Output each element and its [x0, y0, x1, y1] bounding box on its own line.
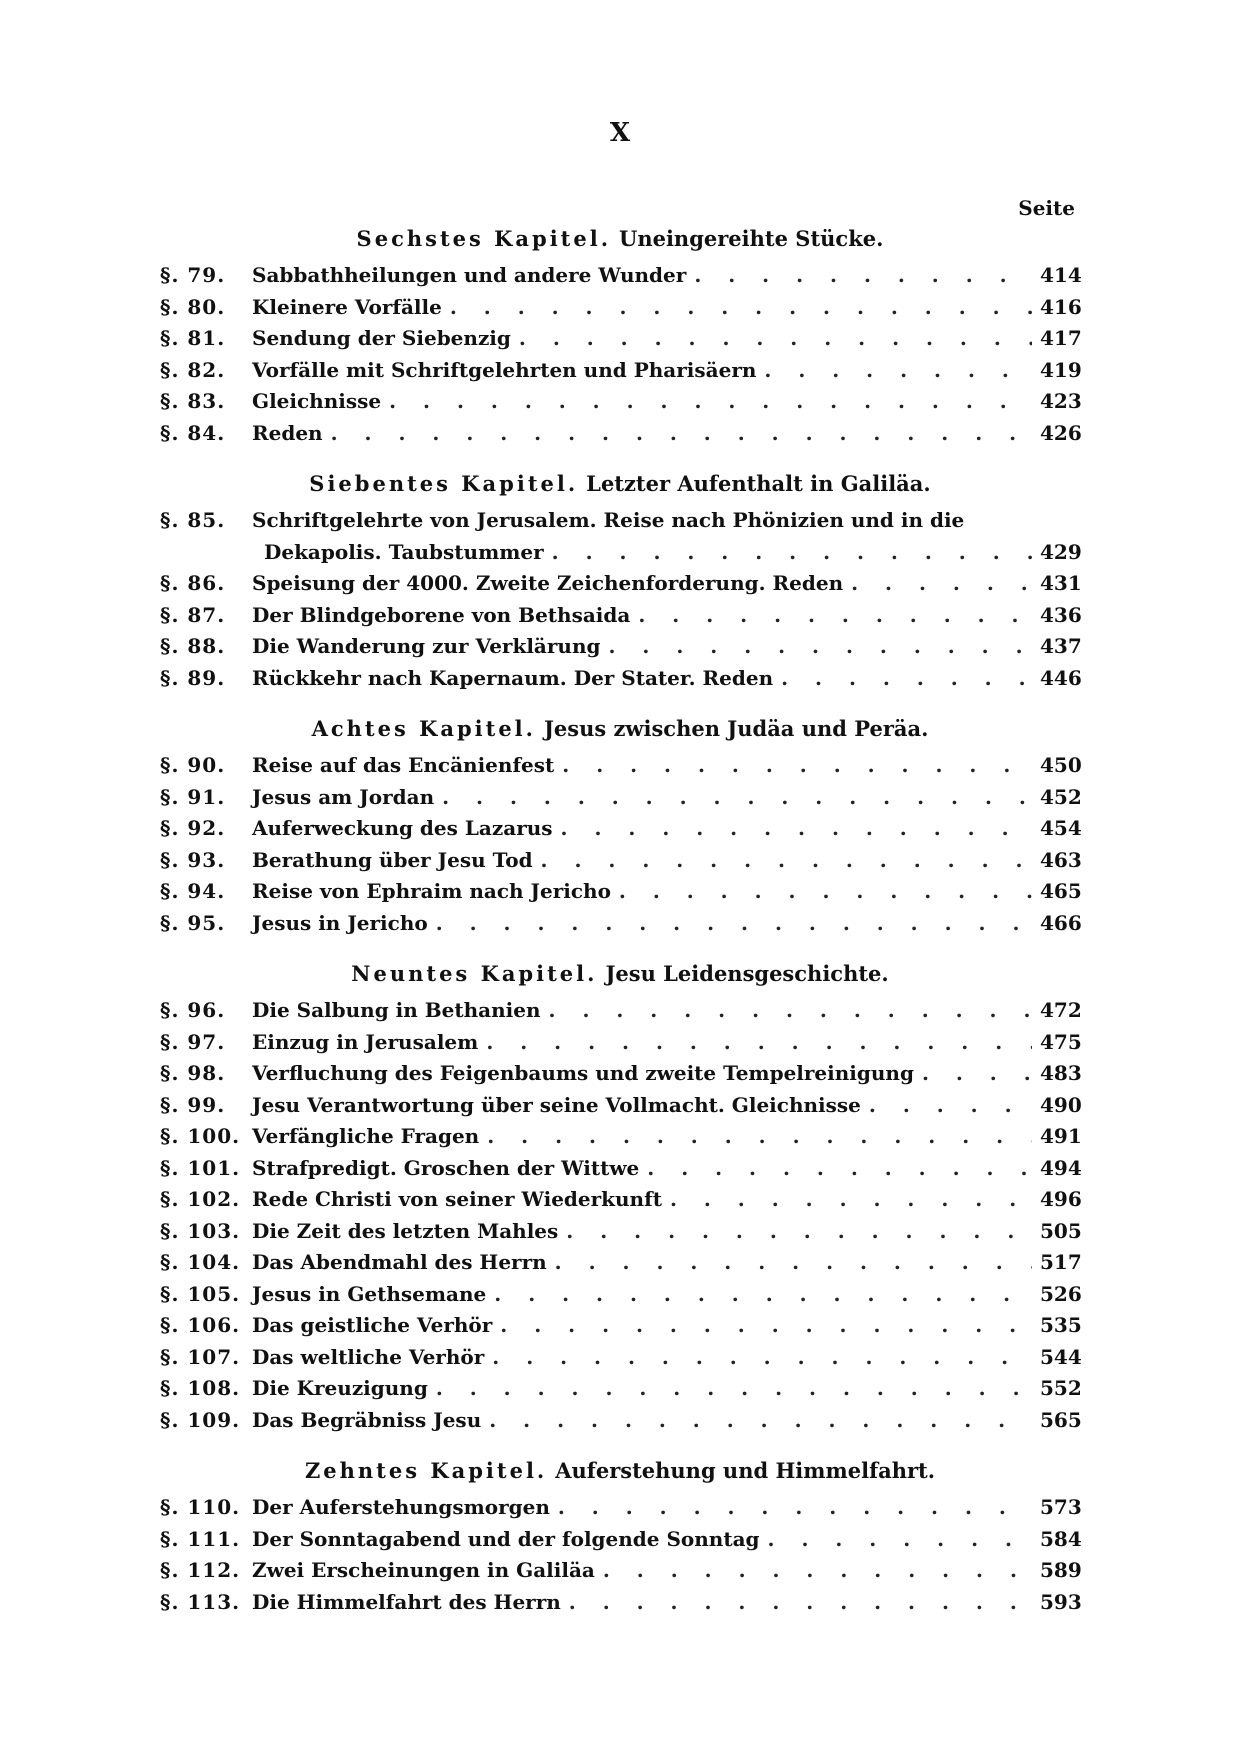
section-number: §. 96. — [160, 998, 226, 1022]
toc-entry — [160, 355, 1080, 387]
page-ref: 436 — [1040, 602, 1082, 627]
leader-dots — [566, 1216, 1032, 1248]
toc-entry — [160, 1373, 1080, 1405]
toc-entry — [160, 1492, 1080, 1524]
toc-entry — [160, 876, 1080, 908]
leader-dots — [436, 908, 1032, 940]
section-number: §. 104. — [160, 1250, 241, 1274]
section-title: Das weltliche Verhör — [252, 1344, 485, 1369]
leader-dots — [569, 1587, 1032, 1619]
section-title: Verfängliche Fragen — [252, 1124, 480, 1148]
page-ref: 423 — [1040, 389, 1082, 413]
toc-entry — [160, 1247, 1080, 1279]
section-number: §. 93. — [160, 847, 226, 872]
leader-dots — [694, 260, 1032, 292]
section-title: Auferweckung des Lazarus — [252, 816, 553, 840]
leader-dots — [549, 995, 1032, 1027]
section-title: Der Blindgeborene von Bethsaida — [252, 602, 631, 627]
toc-entry — [160, 1027, 1080, 1059]
toc-entry — [160, 1121, 1080, 1153]
page-ref: 452 — [1040, 784, 1082, 809]
section-title: Reden — [252, 420, 323, 445]
toc-entry — [160, 505, 1080, 537]
section-number: §. 102. — [160, 1187, 241, 1211]
toc-entry — [160, 1342, 1080, 1374]
section-number: §. 85. — [160, 508, 226, 532]
page-ref: 526 — [1040, 1281, 1082, 1306]
section-number: §. 97. — [160, 1029, 226, 1054]
section-title: Berathung über Jesu Tod — [252, 847, 533, 872]
page-ref: 490 — [1040, 1092, 1082, 1117]
toc-entry — [160, 1279, 1080, 1311]
section-number: §. 107. — [160, 1344, 241, 1369]
toc-entry — [160, 568, 1080, 600]
leader-dots — [494, 1279, 1032, 1311]
section-title-continuation: Dekapolis. Taubstummer — [264, 539, 544, 564]
page-ref: 454 — [1040, 816, 1082, 840]
page-ref: 483 — [1040, 1061, 1082, 1085]
page-ref: 496 — [1040, 1187, 1082, 1211]
chapter-heading — [160, 716, 1080, 742]
section-title: Das Begräbniss Jesu — [252, 1407, 482, 1432]
leader-dots — [486, 1027, 1032, 1059]
section-title: Schriftgelehrte von Jerusalem. Reise nach Phönizien und in die — [252, 508, 965, 532]
section-number: §. 94. — [160, 879, 226, 903]
leader-dots — [609, 631, 1033, 663]
section-number: §. 103. — [160, 1218, 241, 1243]
section-title: Die Himmelfahrt des Herrn — [252, 1589, 561, 1614]
section-title: Das Abendmahl des Herrn — [252, 1250, 547, 1274]
section-title: Die Wanderung zur Verklärung — [252, 634, 601, 658]
section-title: Der Auferstehungsmorgen — [252, 1495, 550, 1519]
section-title: Reise auf das Encänienfest — [252, 753, 555, 777]
page-ref: 463 — [1040, 847, 1082, 872]
toc-entry — [160, 663, 1080, 695]
toc-entry — [160, 813, 1080, 845]
section-title: Vorfälle mit Schriftgelehrten und Pharisäern — [252, 357, 757, 382]
section-number: §. 83. — [160, 389, 226, 413]
section-number: §. 99. — [160, 1092, 226, 1117]
chapter-subtitle: Jesu Leidensgeschichte. — [605, 961, 889, 986]
toc-entry — [160, 1405, 1080, 1437]
section-number: §. 82. — [160, 357, 226, 382]
leader-dots — [561, 813, 1032, 845]
chapter-name: Sechstes Kapitel. — [356, 226, 612, 251]
leader-dots — [638, 600, 1032, 632]
section-number: §. 108. — [160, 1376, 241, 1400]
leader-dots — [647, 1153, 1032, 1185]
section-title: Der Sonntagabend und der folgende Sonntag — [252, 1526, 760, 1551]
page-ref: 431 — [1040, 571, 1082, 595]
toc-entry — [160, 750, 1080, 782]
leader-dots — [487, 1121, 1032, 1153]
page-ref: 552 — [1040, 1376, 1082, 1400]
toc-entry — [160, 1524, 1080, 1556]
chapter-heading — [160, 1458, 1080, 1484]
table-of-contents — [160, 226, 1080, 1618]
section-title: Die Salbung in Bethanien — [252, 998, 541, 1022]
page-ref: 414 — [1040, 263, 1082, 287]
page-ref: 544 — [1040, 1344, 1082, 1369]
leader-dots — [492, 1342, 1032, 1374]
chapter-heading — [160, 226, 1080, 252]
toc-entry — [160, 600, 1080, 632]
section-title: Jesu Verantwortung über seine Vollmacht. Gleichnisse — [252, 1092, 861, 1117]
chapter-heading — [160, 471, 1080, 497]
page-ref: 505 — [1040, 1218, 1082, 1243]
leader-dots — [768, 1524, 1032, 1556]
leader-dots — [519, 323, 1032, 355]
leader-dots — [389, 386, 1032, 418]
chapter-subtitle: Uneingereihte Stücke. — [619, 226, 884, 251]
section-title: Die Zeit des letzten Mahles — [252, 1218, 559, 1243]
toc-entry — [160, 1184, 1080, 1216]
page-ref: 593 — [1040, 1589, 1082, 1614]
toc-entry — [160, 1555, 1080, 1587]
page-ref: 419 — [1040, 357, 1082, 382]
section-title: Sabbathheilungen und andere Wunder — [252, 263, 687, 287]
chapter-name: Neuntes Kapitel. — [351, 961, 598, 986]
page-ref: 429 — [1040, 539, 1082, 564]
section-number: §. 106. — [160, 1313, 241, 1337]
section-title: Zwei Erscheinungen in Galiläa — [252, 1558, 595, 1582]
page-ref: 450 — [1040, 753, 1082, 777]
page-ref: 437 — [1040, 634, 1082, 658]
chapter-name: Achtes Kapitel. — [311, 716, 536, 741]
page-ref: 494 — [1040, 1155, 1082, 1180]
section-number: §. 90. — [160, 753, 226, 777]
page-ref: 584 — [1040, 1526, 1082, 1551]
section-number: §. 84. — [160, 420, 226, 445]
section-title: Reise von Ephraim nach Jericho — [252, 879, 611, 903]
section-number: §. 81. — [160, 326, 226, 350]
page-ref: 573 — [1040, 1495, 1082, 1519]
leader-dots — [562, 750, 1032, 782]
page-ref: 416 — [1040, 294, 1082, 319]
chapter-subtitle: Auferstehung und Himmelfahrt. — [555, 1458, 936, 1483]
section-title: Jesus in Gethsemane — [252, 1281, 487, 1306]
chapter-heading — [160, 961, 1080, 987]
leader-dots — [670, 1184, 1032, 1216]
section-title: Speisung der 4000. Zweite Zeichenforderung. Reden — [252, 571, 844, 595]
section-number: §. 100. — [160, 1124, 241, 1148]
page-ref: 465 — [1040, 879, 1082, 903]
section-title: Kleinere Vorfälle — [252, 294, 442, 319]
section-title: Rede Christi von seiner Wiederkunft — [252, 1187, 662, 1211]
section-title: Einzug in Jerusalem — [252, 1029, 479, 1054]
toc-entry — [160, 1216, 1080, 1248]
toc-entry — [160, 292, 1080, 324]
page-ref: 589 — [1040, 1558, 1082, 1582]
section-number: §. 92. — [160, 816, 226, 840]
page-ref: 565 — [1040, 1407, 1082, 1432]
section-title: Strafpredigt. Groschen der Wittwe — [252, 1155, 640, 1180]
toc-entry — [160, 1587, 1080, 1619]
section-number: §. 98. — [160, 1061, 226, 1085]
section-number: §. 105. — [160, 1281, 241, 1306]
section-number: §. 87. — [160, 602, 226, 627]
toc-entry — [160, 995, 1080, 1027]
page-ref: 446 — [1040, 665, 1082, 690]
leader-dots — [500, 1310, 1032, 1342]
section-number: §. 95. — [160, 910, 226, 935]
leader-dots — [541, 845, 1032, 877]
section-number: §. 91. — [160, 784, 226, 809]
leader-dots — [450, 292, 1032, 324]
leader-dots — [781, 663, 1032, 695]
seite-column-header: Seite — [1018, 196, 1075, 220]
leader-dots — [552, 537, 1032, 569]
page-ref: 426 — [1040, 420, 1082, 445]
section-title: Rückkehr nach Kapernaum. Der Stater. Reden — [252, 665, 774, 690]
page-ref: 466 — [1040, 910, 1082, 935]
toc-entry — [160, 386, 1080, 418]
toc-entry — [160, 631, 1080, 663]
section-title: Jesus am Jordan — [252, 784, 435, 809]
section-number: §. 111. — [160, 1526, 241, 1551]
toc-entry — [160, 1310, 1080, 1342]
leader-dots — [331, 418, 1032, 450]
leader-dots — [558, 1492, 1032, 1524]
toc-entry — [160, 260, 1080, 292]
leader-dots — [869, 1090, 1032, 1122]
toc-entry-continuation — [160, 537, 1080, 569]
toc-entry — [160, 1153, 1080, 1185]
section-number: §. 113. — [160, 1589, 241, 1614]
section-number: §. 101. — [160, 1155, 241, 1180]
page-ref: 491 — [1040, 1124, 1082, 1148]
leader-dots — [851, 568, 1032, 600]
section-number: §. 112. — [160, 1558, 241, 1582]
section-title: Verfluchung des Feigenbaums und zweite Tempelreinigung — [252, 1061, 914, 1085]
leader-dots — [442, 782, 1032, 814]
toc-entry — [160, 323, 1080, 355]
toc-entry — [160, 782, 1080, 814]
leader-dots — [489, 1405, 1032, 1437]
leader-dots — [555, 1247, 1032, 1279]
page-number: X — [609, 118, 632, 148]
section-number: §. 109. — [160, 1407, 241, 1432]
chapter-name: Zehntes Kapitel. — [304, 1458, 548, 1483]
page-ref: 475 — [1040, 1029, 1082, 1054]
chapter-subtitle: Jesus zwischen Judäa und Peräa. — [543, 716, 929, 741]
chapter-name: Siebentes Kapitel. — [309, 471, 579, 496]
section-title: Jesus in Jericho — [252, 910, 428, 935]
leader-dots — [603, 1555, 1032, 1587]
leader-dots — [619, 876, 1032, 908]
chapter-subtitle: Letzter Aufenthalt in Galiläa. — [586, 471, 931, 496]
toc-entry — [160, 418, 1080, 450]
section-title: Sendung der Siebenzig — [252, 326, 511, 350]
section-title: Das geistliche Verhör — [252, 1313, 493, 1337]
section-number: §. 80. — [160, 294, 226, 319]
section-number: §. 110. — [160, 1495, 241, 1519]
section-title: Die Kreuzigung — [252, 1376, 428, 1400]
leader-dots — [922, 1058, 1032, 1090]
toc-entry — [160, 1090, 1080, 1122]
toc-entry — [160, 845, 1080, 877]
page-ref: 535 — [1040, 1313, 1082, 1337]
section-number: §. 79. — [160, 263, 226, 287]
leader-dots — [764, 355, 1032, 387]
section-number: §. 86. — [160, 571, 226, 595]
page-ref: 472 — [1040, 998, 1082, 1022]
toc-entry — [160, 1058, 1080, 1090]
toc-entry — [160, 908, 1080, 940]
page-ref: 417 — [1040, 326, 1082, 350]
page-ref: 517 — [1040, 1250, 1082, 1274]
section-title: Gleichnisse — [252, 389, 382, 413]
section-number: §. 88. — [160, 634, 226, 658]
leader-dots — [436, 1373, 1032, 1405]
section-number: §. 89. — [160, 665, 226, 690]
